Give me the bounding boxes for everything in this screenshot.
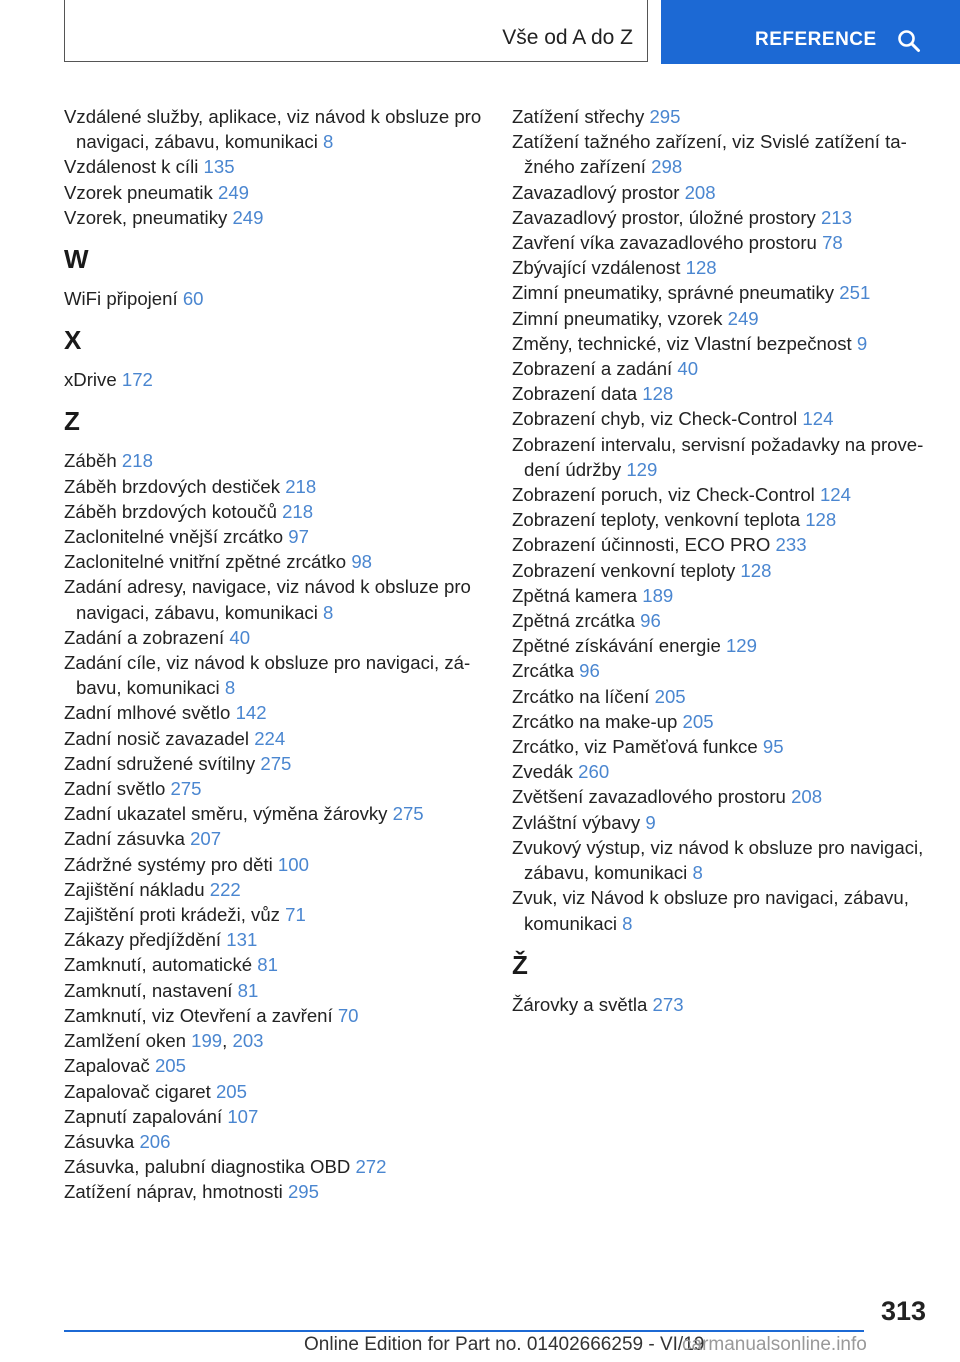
index-entry-text: Zavazadlový prostor, úložné prostory <box>512 206 822 228</box>
index-entry <box>512 558 932 583</box>
index-entry-text: Zpětné získávání energie <box>512 635 726 657</box>
index-entry <box>64 1129 482 1154</box>
page-reference-link[interactable]: 142 <box>235 702 267 724</box>
index-entry <box>64 104 482 154</box>
page-reference-link[interactable]: 213 <box>821 206 853 228</box>
page-reference-link[interactable]: 205 <box>682 710 714 732</box>
page-reference-link[interactable]: 251 <box>839 282 871 304</box>
index-entry <box>64 776 482 801</box>
index-entry-text: Zrcátko na líčení <box>512 685 655 707</box>
index-entry <box>64 1154 482 1179</box>
section-title: Vše od A do Z <box>502 26 633 49</box>
page-reference-link[interactable]: 205 <box>154 1055 186 1077</box>
index-entry-text: Vzdálenost k cíli <box>64 156 204 178</box>
page-reference-link[interactable]: 224 <box>254 727 286 749</box>
page-reference-link[interactable]: 206 <box>139 1130 171 1152</box>
index-entry <box>512 835 932 885</box>
page-reference-link[interactable]: 95 <box>762 736 784 758</box>
index-entry <box>512 129 932 179</box>
page-reference-link[interactable]: 8 <box>692 862 703 884</box>
index-entry <box>512 432 932 482</box>
index-entry-text: Zbývající vzdálenost <box>512 257 686 279</box>
page-reference-link[interactable]: 208 <box>791 786 823 808</box>
page-reference-link[interactable]: 40 <box>677 358 699 380</box>
index-entry-text: Zobrazení chyb, viz Check-Control <box>512 408 803 430</box>
index-entry <box>64 852 482 877</box>
page-reference-link[interactable]: 128 <box>642 383 674 405</box>
index-entry-text: Zvláštní výbavy <box>512 811 646 833</box>
index-entry-text: Vzorek pneumatik <box>64 181 218 203</box>
index-entry-text: Zobrazení teploty, venkovní teplota <box>512 509 806 531</box>
index-entry-text: Zásuvka, palubní diagnostika OBD <box>64 1156 356 1178</box>
page-reference-link[interactable]: 199 <box>191 1030 223 1052</box>
index-entry-text: Zaclonitelné vnější zrcátko <box>64 526 289 548</box>
index-entry <box>512 810 932 835</box>
page-reference-link[interactable]: 207 <box>190 828 222 850</box>
page-reference-link[interactable]: 96 <box>579 660 600 682</box>
page-reference-link[interactable]: 8 <box>323 601 334 623</box>
page-reference-link[interactable]: 8 <box>622 912 633 934</box>
index-entry-text: Zobrazení intervalu, servisní požadavky na provedení údržby <box>512 433 924 480</box>
index-entry <box>64 574 482 624</box>
index-entry-text: Zajištění nákladu <box>64 878 210 900</box>
page-reference-link[interactable]: 129 <box>626 458 658 480</box>
index-entry <box>512 885 932 935</box>
index-entry-text: Zvětšení zavazadlového prostoru <box>512 786 792 808</box>
index-entry-text: Zrcátka <box>512 660 580 682</box>
index-entry-text: Zapalovač <box>64 1055 155 1077</box>
index-entry-text: Zadání a zobrazení <box>64 626 230 648</box>
index-entry-text: Zrcátko, viz Paměťová funkce <box>512 736 763 758</box>
index-entry <box>512 482 932 507</box>
index-entry <box>512 381 932 406</box>
index-entry <box>64 1104 482 1129</box>
page-reference-link[interactable]: 135 <box>203 156 235 178</box>
watermark: carmanualsonline.info <box>682 1334 867 1355</box>
index-entry <box>64 1079 482 1104</box>
page-reference-link[interactable]: 128 <box>685 257 717 279</box>
index-entry <box>64 751 482 776</box>
index-entry <box>512 230 932 255</box>
index-entry <box>64 625 482 650</box>
page-reference-link[interactable]: 124 <box>819 484 851 506</box>
index-entry: Zamlžení oken 199, 203 <box>64 1030 264 1052</box>
page-reference-link[interactable]: 96 <box>640 610 661 632</box>
index-entry <box>64 952 482 977</box>
index-letter-heading: Z <box>64 406 80 437</box>
page-reference-link[interactable]: 8 <box>224 677 236 699</box>
index-entry-text: Zásuvka <box>64 1130 140 1152</box>
index-entry-text: Zákazy předjíždění <box>64 929 227 951</box>
page-reference-link[interactable]: 205 <box>654 685 686 707</box>
index-entry <box>64 1053 482 1078</box>
index-entry-text: Zatížení tažného zařízení, viz Svislé zatížení tažného zařízení <box>512 131 907 178</box>
index-entry-text: Záběh brzdových destiček <box>64 475 286 497</box>
index-entry-text: Zobrazení data <box>512 383 643 405</box>
index-entry <box>64 726 482 751</box>
page-reference-link[interactable]: 260 <box>578 761 610 783</box>
page-reference-link[interactable]: 205 <box>215 1080 247 1102</box>
index-column-right <box>512 104 932 1017</box>
index-entry <box>512 356 932 381</box>
index-entry <box>64 205 482 230</box>
index-entry-text: Zavření víka zavazadlového prostoru <box>512 232 823 254</box>
index-entry <box>512 759 932 784</box>
index-letter-heading: Ž <box>512 949 528 980</box>
index-entry-text: Zadání cíle, viz návod k obsluze pro navigaci, zábavu, komunikaci <box>64 652 471 699</box>
index-entry <box>64 367 482 392</box>
page-reference-link[interactable]: 60 <box>182 288 204 310</box>
page-reference-link[interactable]: 8 <box>323 131 334 153</box>
index-entry <box>512 709 932 734</box>
index-entry-text: Zamknutí, automatické <box>64 954 258 976</box>
index-entry <box>512 608 932 633</box>
index-column-left <box>64 104 482 1205</box>
index-entry <box>64 448 482 473</box>
page-reference-link[interactable]: 218 <box>285 475 317 497</box>
index-entry <box>512 583 932 608</box>
index-entry <box>512 406 932 431</box>
page-reference-link[interactable]: 298 <box>651 156 683 178</box>
index-entry-text: Záběh <box>64 450 122 472</box>
index-entry <box>512 280 932 305</box>
page-reference-link[interactable]: 81 <box>257 954 278 976</box>
index-letter-heading: X <box>64 325 82 356</box>
index-entry <box>64 826 482 851</box>
index-entry <box>64 1179 482 1204</box>
index-entry <box>64 801 482 826</box>
index-entry <box>512 684 932 709</box>
index-letter-heading: W <box>64 244 89 275</box>
footer-divider <box>64 1330 864 1332</box>
index-entry-text: Zatížení náprav, hmotnosti <box>64 1181 288 1203</box>
page-reference-link[interactable]: 208 <box>684 181 716 203</box>
index-entry-text: Zamknutí, nastavení <box>64 979 238 1001</box>
index-entry-text: Zadní sdružené svítilny <box>64 752 261 774</box>
index-entry-text: Zamlžení oken <box>64 1030 192 1052</box>
index-entry <box>512 658 932 683</box>
index-entry <box>64 700 482 725</box>
index-entry-text: Zpětná zrcátka <box>512 610 641 632</box>
page-reference-link[interactable]: 97 <box>288 526 309 548</box>
index-entry-text: Žárovky a světla <box>512 993 653 1015</box>
page-reference-link[interactable]: 203 <box>232 1030 264 1052</box>
index-entry <box>512 104 932 129</box>
index-entry-text: Vzdálené služby, aplikace, viz návod k obsluze pro navigaci, zábavu, komunikaci <box>64 106 482 153</box>
page-reference-link[interactable]: 128 <box>805 509 837 531</box>
index-entry-text: Zádržné systémy pro děti <box>64 853 278 875</box>
index-entry <box>64 927 482 952</box>
page-reference-link[interactable]: 78 <box>822 232 843 254</box>
index-entry-text: Zobrazení a zadání <box>512 358 678 380</box>
index-entry <box>512 784 932 809</box>
page-reference-link[interactable]: 295 <box>287 1181 319 1203</box>
index-entry-text: Zavazadlový prostor <box>512 181 685 203</box>
reference-tab[interactable] <box>661 0 960 64</box>
index-entry-text: Zrcátko na make-up <box>512 710 683 732</box>
index-entry <box>64 524 482 549</box>
index-entry-text: Zobrazení účinnosti, ECO PRO <box>512 534 776 556</box>
index-entry-text: Zapnutí zapalování <box>64 1105 228 1127</box>
index-entry-text: Zadní světlo <box>64 778 171 800</box>
page-reference-link[interactable]: 124 <box>802 408 834 430</box>
index-entry <box>64 549 482 574</box>
index-entry <box>64 499 482 524</box>
reference-label: REFERENCE <box>755 29 877 50</box>
index-entry-text: Zimní pneumatiky, správné pneumatiky <box>512 282 840 304</box>
page-reference-link[interactable]: 275 <box>392 803 424 825</box>
index-entry <box>64 474 482 499</box>
index-entry-text: Zvuk, viz Návod k obsluze pro navigaci, zábavu, komunikaci <box>512 887 909 934</box>
index-entry-text: Zobrazení venkovní teploty <box>512 559 741 581</box>
index-entry-text: Zadní zásuvka <box>64 828 191 850</box>
index-entry-text: xDrive <box>64 369 122 391</box>
page-reference-link[interactable]: 40 <box>229 626 251 648</box>
index-entry <box>512 180 932 205</box>
page-reference-link[interactable]: 222 <box>209 878 241 900</box>
index-entry-text: Zajištění proti krádeži, vůz <box>64 904 286 926</box>
page-reference-link[interactable]: 81 <box>237 979 259 1001</box>
page-reference-link[interactable]: 249 <box>727 307 759 329</box>
index-entry-text: Zimní pneumatiky, vzorek <box>512 307 728 329</box>
index-entry <box>64 180 482 205</box>
page-reference-link[interactable]: 131 <box>226 929 258 951</box>
page-reference-link[interactable]: 107 <box>227 1105 259 1127</box>
page-reference-link[interactable]: 233 <box>775 534 807 556</box>
index-entry-text: Zobrazení poruch, viz Check-Control <box>512 484 820 506</box>
page-reference-link[interactable]: 129 <box>725 635 757 657</box>
index-entry <box>64 154 482 179</box>
page-reference-link[interactable]: 249 <box>232 206 264 228</box>
page-reference-link[interactable]: 172 <box>121 369 153 391</box>
page-reference-link[interactable]: 98 <box>351 551 373 573</box>
index-entry <box>512 992 932 1017</box>
index-entry-text: Zatížení střechy <box>512 106 650 127</box>
index-entry-text: Zapalovač cigaret <box>64 1080 216 1102</box>
index-entry-text: Zaclonitelné vnitřní zpětné zrcátko <box>64 551 352 573</box>
index-entry <box>64 650 482 700</box>
index-entry <box>512 331 932 356</box>
index-entry <box>512 255 932 280</box>
page-reference-link[interactable]: 275 <box>170 778 202 800</box>
search-icon[interactable] <box>897 29 921 53</box>
page-reference-link[interactable]: 218 <box>282 500 314 522</box>
page-reference-link[interactable]: 71 <box>285 904 306 926</box>
index-entry <box>64 286 482 311</box>
index-entry <box>512 633 932 658</box>
index-entry-text: Zpětná kamera <box>512 584 643 606</box>
page-reference-link[interactable]: 128 <box>740 559 772 581</box>
index-entry-text: Zadní ukazatel směru, výměna žárovky <box>64 803 393 825</box>
page-reference-link[interactable]: 70 <box>337 1004 359 1026</box>
page-reference-link[interactable]: 249 <box>218 181 250 203</box>
footer-edition: Online Edition for Part no. 01402666259 - VI/19 <box>304 1334 705 1355</box>
index-entry <box>512 306 932 331</box>
header-section-box <box>64 0 648 62</box>
page-reference-link[interactable]: 275 <box>260 752 292 774</box>
index-entry <box>512 507 932 532</box>
index-entry-text: Zadání adresy, navigace, viz návod k obsluze pro navigaci, zábavu, komunikaci <box>64 576 471 623</box>
index-entry <box>64 902 482 927</box>
index-entry-text: WiFi připojení <box>64 288 183 310</box>
index-entry-text: Zvukový výstup, viz návod k obsluze pro navigaci, zábavu, komunikaci <box>512 836 924 884</box>
index-entry-text: Vzorek, pneumatiky <box>64 206 233 228</box>
page-reference-link[interactable]: 100 <box>277 853 309 875</box>
index-entry <box>64 1003 482 1028</box>
page-reference-link[interactable]: 295 <box>649 106 681 127</box>
index-entry-text: Zadní nosič zavazadel <box>64 727 255 749</box>
page-reference-link[interactable]: 272 <box>355 1156 387 1178</box>
index-entry-text: Zvedák <box>512 761 579 783</box>
index-entry <box>64 877 482 902</box>
page-reference-link[interactable]: 9 <box>645 811 656 833</box>
index-entry <box>512 734 932 759</box>
index-entry-text: Záběh brzdových kotoučů <box>64 500 283 522</box>
page-number: 313 <box>880 1296 926 1326</box>
index-entry-text: Zadní mlhové světlo <box>64 702 236 724</box>
index-entry <box>512 532 932 557</box>
index-entry-text: Zamknutí, viz Otevření a zavření <box>64 1004 338 1026</box>
page-reference-link[interactable]: 218 <box>121 450 153 472</box>
page-reference-link[interactable]: 273 <box>652 993 684 1015</box>
index-entry <box>64 978 482 1003</box>
page-reference-link[interactable]: 189 <box>642 584 674 606</box>
page-reference-link[interactable]: 9 <box>856 332 868 354</box>
index-entry-text: Změny, technické, viz Vlastní bezpečnost <box>512 332 857 354</box>
index-entry <box>512 205 932 230</box>
